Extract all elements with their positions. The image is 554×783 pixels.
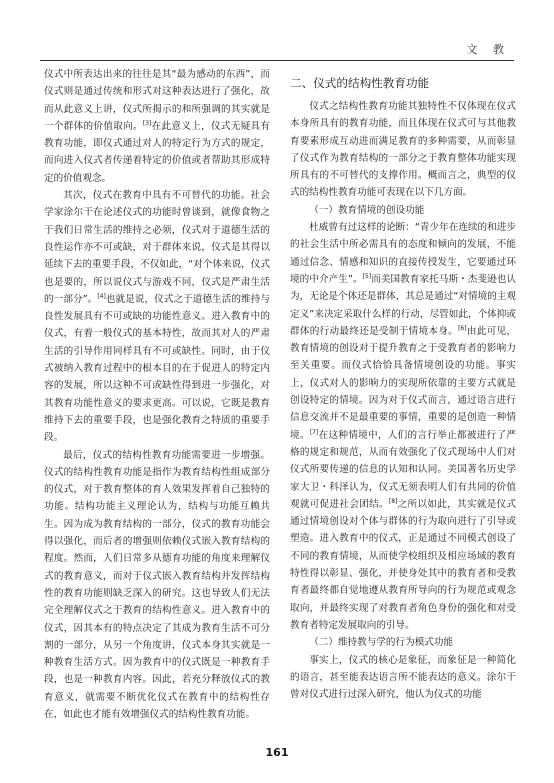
subsection-2-paragraph: 事实上，仪式的核心是象征，而象征是一种简化的语言，甚至能表达语言所不能表达的意义。涂尔干曾对仪式进行过深入研究，他认为仪式的功能: [290, 654, 516, 701]
subsection-title-2: （二）维持教与学的行为模式功能: [309, 637, 454, 649]
right-column: [290, 66, 516, 703]
paragraph-text: 其次，仪式在教育中具有不可替代的功能。社会学家涂尔干在论述仪式的功能时曾谈到，就像食物之于我们日常生活的维持之必须，仪式对于道德生活的良性运作亦不可或缺，对于群体来说，仪式是其得以延续下去的重要手段，不仅如此，“对个体来说，仪式也是要的，所以说仪式与游戏不同，仪式是严肃生活的一部分”。: [44, 190, 270, 305]
paragraph-text: 最后，仪式的结构性教育功能需要进一步增强。仪式的结构性教育功能是指作为教育结构性组成部分的仪式，对于教育整体的育人效果发挥着自己独特的功能。结构功能主义理论认为，结构与功能互赖共生。因为成为教育结构的一部分，仪式的教育功能会得以强化，而后者的增强则依赖仪式嵌入教育结构的程度。然而，人们日常多从德育功能的角度来理解仪式的教育意义，而对于仪式嵌入教育结构并发挥结构性的教育功能则缺乏深入的研究。这也导致人们无法完全理解仪式之于教育的结构性意义。进入教育中的仪式，因其本有的特点决定了其成为教育生活不可分割的一部分，从另一个角度讲，仪式本身其实就是一种教育生活方式。因为教育中的仪式既是一种教育手段，也是一种教育内容。因此，若充分释放仪式的教育意义，就需要不断优化仪式在教育中的结构性存在，如此也才能有效增强仪式的结构性教育功能。: [44, 449, 270, 720]
left-paragraph-2: [44, 187, 270, 446]
footnote-ref: [6]: [458, 324, 467, 332]
running-head: 文 教: [466, 43, 510, 56]
left-paragraph-3: [44, 447, 270, 724]
footnote-ref: [4]: [97, 292, 106, 300]
paragraph-text: 在这种情境中，人们的言行举止都被进行了严格的规定和规范，从而有效强化了仪式现场中人们对仪式所要传递的信息的认知和认同。美国著名历史学家大卫・科泽认为，仪式无须表明人们有共同的价值观就可促进社会团结。: [290, 429, 517, 510]
paragraph-text: 在此意义上，仪式无疑具有教育功能，即仪式通过对人的特定行为方式的规定，而向进入仪式者传递着特定的价值或者帮助其形成特定的价值观念。: [44, 120, 271, 184]
footnote-ref: [5]: [362, 272, 372, 280]
footnote-ref: [7]: [309, 428, 319, 436]
paragraph-text: 也就是说，仪式之于道德生活的维持与良性发展具有不可或缺的功能性意义。进入教育中的仪式，有着一般仪式的基本特性，故而其对人的严肃生活的引导作用同样具有不可或缺性。同时，由于仪式被纳入教育过程中的根本目的在于促进人的特定内容的发展，所以这种不可或缺性得到进一步强化，对其教育功能性意义的要求更高。可以说，它既是教育维持下去的重要手段，也是强化教育之特质的重要手段。: [44, 293, 270, 444]
left-column: [44, 66, 270, 723]
paragraph-text: 杜威曾有过这样的论断：“青少年在连续的和进步的社会生活中所必需具有的态度和倾向的发展，不能通过信念、情感和知识的直接传授发生，它要通过环境的中介产生”。: [290, 222, 516, 285]
paragraph-text: 由此可见，教育情境的创设对于提升教育之于受教育者的影响力至关重要。而仪式恰恰具备情境创设的功能。事实上，仪式对人的影响力的实现所依靠的主要方式就是创设特定的情境。因为对于仪式而言，通过语言进行信息交流并不是最重要的事情，重要的是创造一种情境。: [290, 325, 517, 441]
footnote-ref: [8]: [388, 497, 398, 505]
section-title: 二、仪式的结构性教育功能: [290, 76, 430, 90]
intro-paragraph: 仪式之结构性教育功能其独特性不仅体现在仪式本身所具有的教育功能，而且体现在仪式可与其他教育要素形成互动进而满足教育的多种需要，从而彰显了仪式作为教育结构的一部分之于教育整体功能实现所具有的不可替代的支撑作用。概而言之，典型的仪式的结构性教育功能可表现在以下几方面。: [290, 101, 516, 199]
left-paragraph-1: [44, 66, 270, 187]
header-rule: [40, 60, 514, 61]
subsection-title-1: （一）教育情境的创设功能: [309, 204, 425, 216]
subsection-1-paragraph: [290, 219, 516, 634]
paragraph-text: 仪式中所表达出来的往往是其“最为感动的东西”，而仪式则是通过传统和形式对这种表达进行了强化，故而从此意义上讲，仪式所揭示的和所强调的其实就是一个群体的价值取向。: [44, 69, 270, 132]
paragraph-text: 而美国教育家托马斯・杰斐逊也认为，无论是个体还是群体，其总是通过“对情境的主观定义”来决定采取什么样的行动，尽管如此，个体抑或群体的行动最终还是受制于情境本身。: [290, 273, 516, 337]
page-number: 161: [265, 746, 289, 759]
paragraph-text: 之所以如此，其实就是仪式通过情境创设对个体与群体的行为取向进行了引导或塑造。进入教育中的仪式，正是通过不同模式创设了不同的教育情境，从而使学校组织及相应场域的教育特性得以彰显、强化，并使身处其中的教育者和受教育者最终都自觉地遵从教育所导向的行为规范或观念取向，并最终实现了对教育者角色身份的强化和对受教育者特定发展取向的引导。: [290, 498, 517, 631]
footnote-ref: [3]: [142, 119, 152, 127]
